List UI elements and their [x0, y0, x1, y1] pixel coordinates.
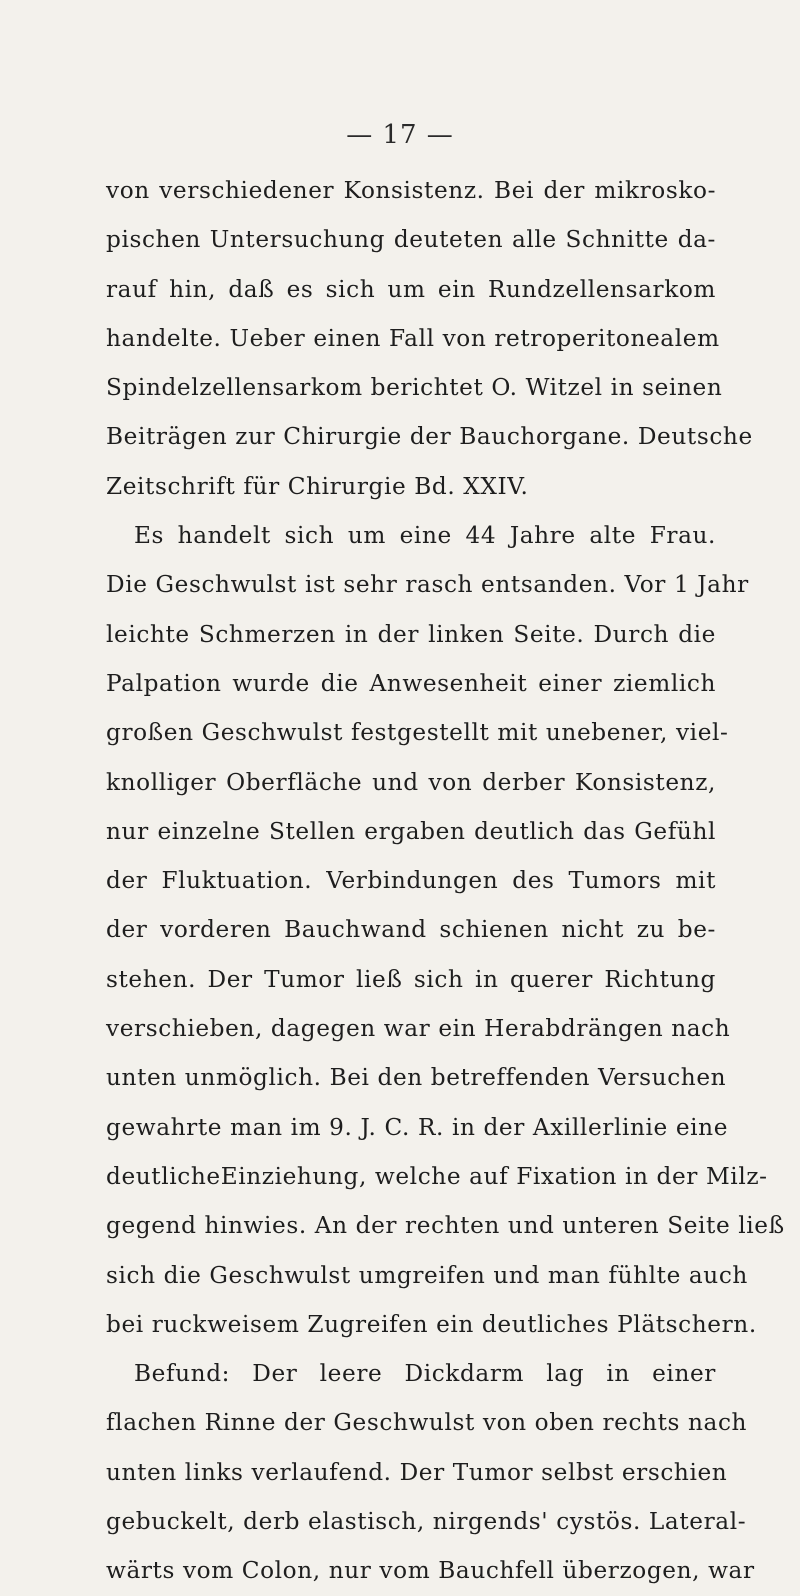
- text-line: stehen. Der Tumor ließ sich in querer Richtung: [106, 965, 716, 993]
- text-line: bei ruckweisem Zugreifen ein deutliches Plätschern.: [106, 1310, 757, 1338]
- text-line: Befund: Der leere Dickdarm lag in einer: [134, 1360, 716, 1388]
- text-line: handelte. Ueber einen Fall von retroperitonealem: [106, 324, 720, 352]
- text-line: Zeitschrift für Chirurgie Bd. XXIV.: [106, 472, 529, 500]
- text-line: unten unmöglich. Bei den betreffenden Versuchen: [106, 1064, 727, 1092]
- text-line: großen Geschwulst festgestellt mit unebener, viel-: [106, 719, 729, 747]
- text-line: unten links verlaufend. Der Tumor selbst erschien: [106, 1458, 728, 1486]
- page-number: — 17 —: [346, 120, 454, 150]
- text-line: gewahrte man im 9. J. C. R. in der Axillerlinie eine: [106, 1113, 729, 1141]
- text-line: von verschiedener Konsistenz. Bei der mikrosko-: [106, 177, 716, 204]
- body-text: [106, 166, 785, 1596]
- text-line: pischen Untersuchung deuteten alle Schnitte da-: [106, 226, 716, 254]
- text-line: der Fluktuation. Verbindungen des Tumors mit: [106, 867, 716, 895]
- text-line: sich die Geschwulst umgreifen und man fühlte auch: [106, 1261, 748, 1289]
- text-line: nur einzelne Stellen ergaben deutlich das Gefühl: [106, 817, 716, 845]
- text-line: leichte Schmerzen in der linken Seite. Durch die: [106, 620, 716, 648]
- text-line: Beiträgen zur Chirurgie der Bauchorgane. Deutsche: [106, 423, 753, 451]
- text-line: knolliger Oberfläche und von derber Konsistenz,: [106, 768, 716, 796]
- text-line: der vorderen Bauchwand schienen nicht zu be-: [106, 916, 716, 944]
- text-line: Es handelt sich um eine 44 Jahre alte Frau.: [134, 522, 716, 550]
- text-line: verschieben, dagegen war ein Herabdrängen nach: [106, 1015, 731, 1043]
- text-line: Spindelzellensarkom berichtet O. Witzel in seinen: [106, 374, 723, 402]
- text-line: wärts vom Colon, nur vom Bauchfell überzogen, war: [106, 1557, 755, 1585]
- text-line: flachen Rinne der Geschwulst von oben rechts nach: [106, 1409, 748, 1437]
- text-line: Die Geschwulst ist sehr rasch entsanden. Vor 1 Jahr: [106, 571, 749, 599]
- text-line: Palpation wurde die Anwesenheit einer ziemlich: [106, 669, 716, 697]
- text-line: deutlicheEinziehung, welche auf Fixation in der Milz-: [106, 1162, 768, 1190]
- text-line: gebuckelt, derb elastisch, nirgends' cystös. Lateral-: [106, 1508, 747, 1536]
- text-line: rauf hin, daß es sich um ein Rundzellensarkom: [106, 275, 716, 303]
- text-line: gegend hinwies. An der rechten und unteren Seite ließ: [106, 1212, 785, 1240]
